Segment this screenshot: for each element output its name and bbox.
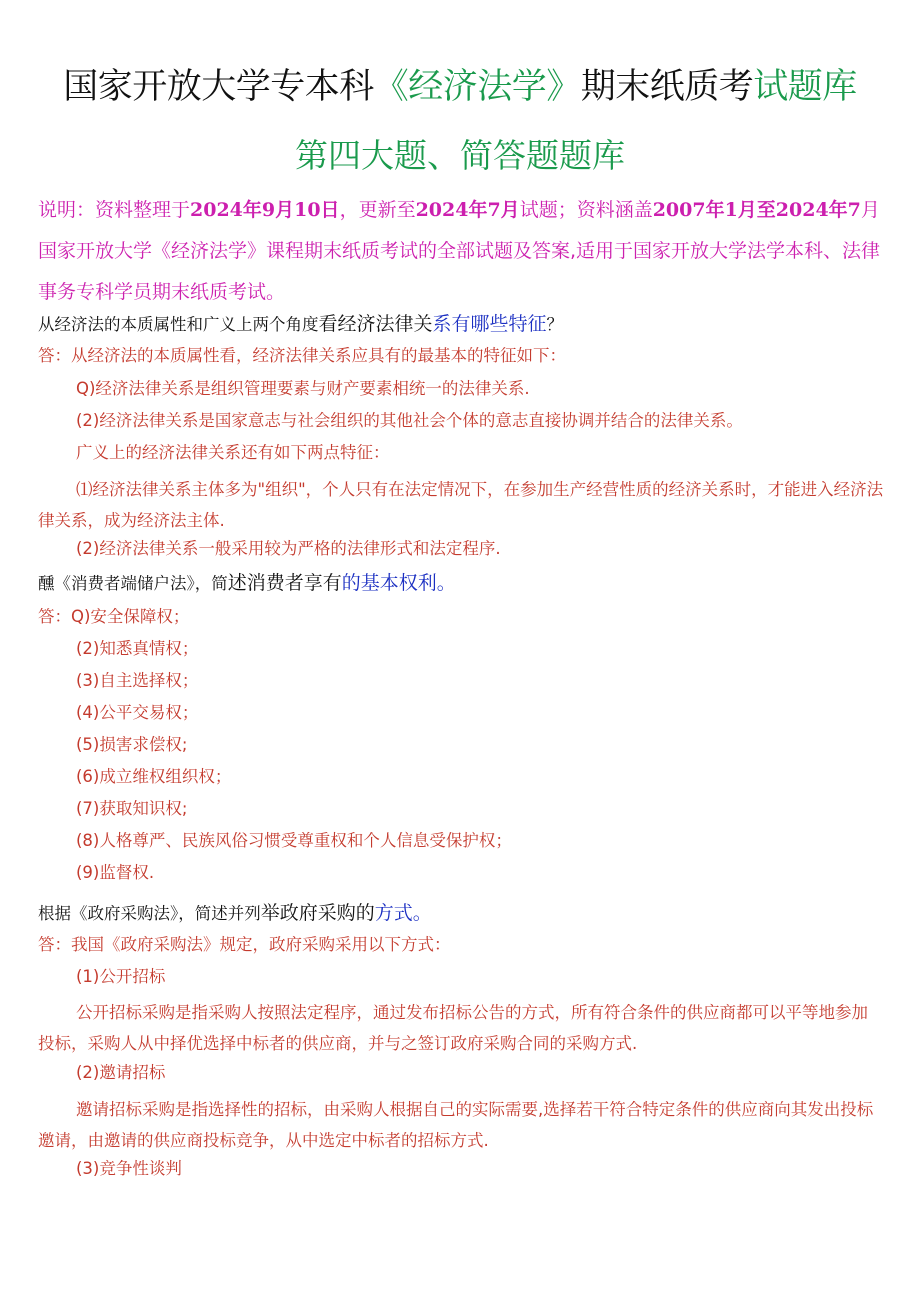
question-1-prefix: 从经济法的本质属性和广义上两个角度 [38,315,319,334]
note-text-4: 月国家开放大学《经济法学》课程期末纸质考试的全部试题及答案,适用于国家开放大学法学本科、法律事务专科学员期末纸质考试。 [38,199,881,303]
answer-2-item-4: (4)公平交易权； [76,703,199,722]
answer-1-item-1: Q)经济法律关系是组织管理要素与财产要素相统一的法律关系. [76,379,530,398]
question-2-highlight: 的基本权利。 [341,572,456,594]
answer-3-heading-2: (2)邀请招标 [76,1063,166,1082]
note-text-1: 说明：资料整理于 [38,199,191,221]
title-part-2: 《经济法学》 [373,67,581,107]
answer-2-item-1: 答：Q)安全保障权； [38,607,190,626]
question-2-prefix: 醺《消费者端储户法》，简 [38,574,228,593]
question-3-mid: 举政府采购的 [260,902,375,924]
question-1 [38,313,563,336]
question-1-highlight: 系有哪些特征 [432,313,547,335]
note-text-2: ，更新至 [339,199,416,221]
answer-3-heading-3: (3)竞争性谈判 [76,1159,182,1178]
answer-1-broad-item-2: (2)经济法律关系一般采用较为严格的法律形式和法定程序. [76,539,501,558]
question-1-suffix: ？ [546,315,564,334]
question-1-mid: 看经济法律关 [318,313,433,335]
answer-1-broad-item-1: ⑴经济法律关系主体多为"组织"，个人只有在法定情况下，在参加生产经营性质的经济关系时，才能进入经济法律关系，成为经济法主体. [38,480,884,530]
question-2 [38,572,456,595]
answer-3-paragraph-2: 邀请招标采购是指选择性的招标，由采购人根据自己的实际需要,选择若干符合特定条件的供应商向其发出投标邀请，由邀请的供应商投标竞争，从中选定中标者的招标方式. [38,1100,874,1150]
note-text-3: 试题；资料涵盖 [519,199,653,221]
note-date-3: 2007年1月至2024年7 [652,199,861,221]
answer-2-item-3: (3)自主选择权； [76,671,199,690]
title-part-3: 期末纸质考 [580,67,754,107]
question-3 [38,902,432,925]
title-part-4: 试题库 [753,67,857,107]
answer-2-item-6: (6)成立维权组织权； [76,767,232,786]
note-date-2: 2024年7月 [415,199,520,221]
title-part-1: 国家开放大学专本科 [63,67,374,107]
answer-3-paragraph-1: 公开招标采购是指采购人按照法定程序，通过发布招标公告的方式，所有符合条件的供应商都可以平等地参加投标，采购人从中择优选择中标者的供应商，并与之签订政府采购合同的采购方式. [38,1003,868,1053]
answer-3-intro: 答：我国《政府采购法》规定，政府采购采用以下方式： [38,935,451,954]
question-2-mid: 述消费者享有 [227,572,342,594]
answer-2-item-9: (9)监督权. [76,863,155,882]
answer-3-heading-1: (1)公开招标 [76,967,166,986]
answer-2-item-7: (7)获取知识权; [76,799,188,818]
answer-2-item-8: (8)人格尊严、民族风俗习惯受尊重权和个人信息受保护权； [76,831,512,850]
section-subtitle: 第四大题、简答题题库 [295,136,625,175]
answer-2-item-2: (2)知悉真情权； [76,639,199,658]
question-3-prefix: 根据《政府采购法》，简述并列 [38,904,261,923]
note-date-1: 2024年9月10日 [190,199,340,221]
answer-1-item-2: (2)经济法律关系是国家意志与社会组织的其他社会个体的意志直接协调并结合的法律关系。 [76,411,743,430]
question-3-highlight: 方式。 [374,902,432,924]
answer-1-broad-intro: 广义上的经济法律关系还有如下两点特征： [76,443,390,462]
page-title [0,64,920,110]
answer-2-item-5: (5)损害求偿权; [76,735,188,754]
description-note [38,190,884,313]
answer-1-intro: 答：从经济法的本质属性看，经济法律关系应具有的最基本的特征如下： [38,346,566,365]
